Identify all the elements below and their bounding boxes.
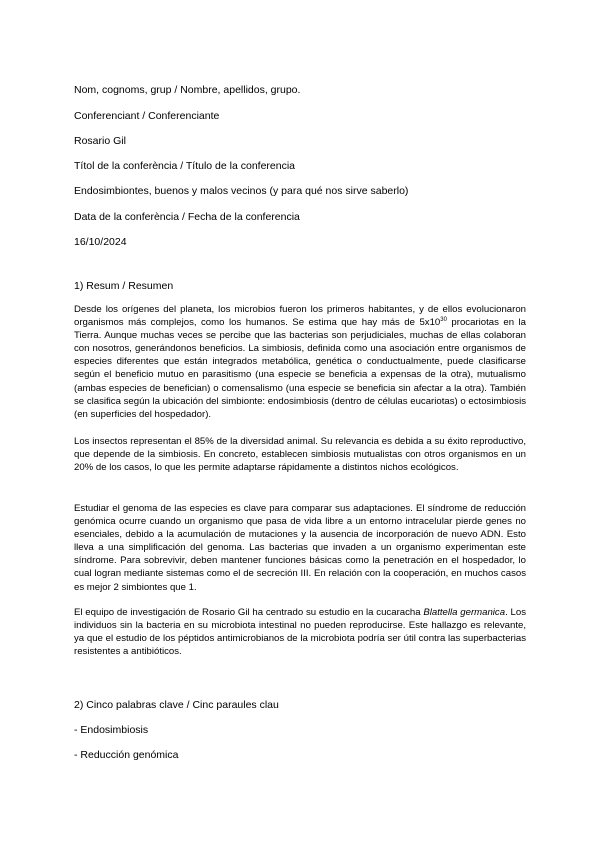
title-label: Títol de la conferència / Título de la conferencia <box>74 160 296 172</box>
summary-heading: 1) Resum / Resumen <box>74 280 174 292</box>
summary-paragraph-4 <box>74 606 526 658</box>
summary-paragraph-1-part-b: procariotas en la Tierra. Aunque muchas veces se percibe que las bacterias son perjudiciales, muchas de ellas colaboran con nosotros, generándonos beneficios. La simbiosis, definida como una asociación entre organismos de especies diferentes que están integrados metabólica, genética o conductualmente, puede clasificarse según el beneficio mutuo en parasitismo (una especie se beneficia a expensas de la otra), mutualismo (ambas especies de benefician) o comensalismo (una especie se beneficia sin afectar a la otra). También se clasifica según la ubicación del simbionte: endosimbiosis (dentro de células eucariotas) o ectosimbiosis (en superficies del hospedador). <box>74 317 526 420</box>
summary-paragraph-4-part-b: . Los individuos sin la bacteria en su microbiota intestinal no pueden reproducirse. Este hallazgo es relevante, ya que el estudio de los péptidos antimicrobianos de la microbiota podría ser útil contra las superbacterias resistentes a antibióticos. <box>74 607 526 658</box>
keywords-heading: 2) Cinco palabras clave / Cinc paraules clau <box>74 699 279 711</box>
keyword-item: - Endosimbiosis <box>74 724 149 736</box>
speaker-name: Rosario Gil <box>74 135 126 147</box>
species-name: Blattella germanica <box>423 607 506 618</box>
keyword-item: - Reducción genómica <box>74 749 179 761</box>
exponent: 30 <box>440 316 447 323</box>
summary-paragraph-2: Los insectos representan el 85% de la diversidad animal. Su relevancia es debida a su éxito reproductivo, que depende de la simbiosis. En concreto, establecen simbiosis mutualistas con otros organismos en un 20% de los casos, lo que les permite adaptarse rápidamente a distintos nichos ecológicos. <box>74 436 526 474</box>
date-value: 16/10/2024 <box>74 236 127 248</box>
date-label: Data de la conferència / Fecha de la conferencia <box>74 211 300 223</box>
name-label: Nom, cognoms, grup / Nombre, apellidos, grupo. <box>74 84 301 96</box>
summary-paragraph-4-part-a: El equipo de investigación de Rosario Gil ha centrado su estudio en la cucaracha <box>74 607 424 618</box>
speaker-label: Conferenciant / Conferenciante <box>74 110 220 122</box>
summary-paragraph-1 <box>74 303 526 421</box>
summary-paragraph-1-part-a: Desde los orígenes del planeta, los microbios fueron los primeros habitantes, y de ellos evolucionaron organismos más complejos, como los humanos. Se estima que hay más de 5x10 <box>74 304 526 329</box>
title-value: Endosimbiontes, buenos y malos vecinos (y para qué nos sirve saberlo) <box>74 185 409 197</box>
summary-paragraph-3: Estudiar el genoma de las especies es clave para comparar sus adaptaciones. El síndrome de reducción genómica ocurre cuando un organismo que pasa de vida libre a un entorno intracelular pierde genes no esenciales, debido a la acumulación de mutaciones y la ausencia de incorporación de nuevo ADN. Esto lleva a una simplificación del genoma. Las bacterias que invaden a un organismo experimentan este síndrome. Para sobrevivir, deben mantener funciones básicas como la penetración en el hospedador, lo cual logran mediante sistemas como el de secreción III. En relación con la cooperación, en muchos casos es mejor 2 simbiontes que 1. <box>74 503 526 593</box>
